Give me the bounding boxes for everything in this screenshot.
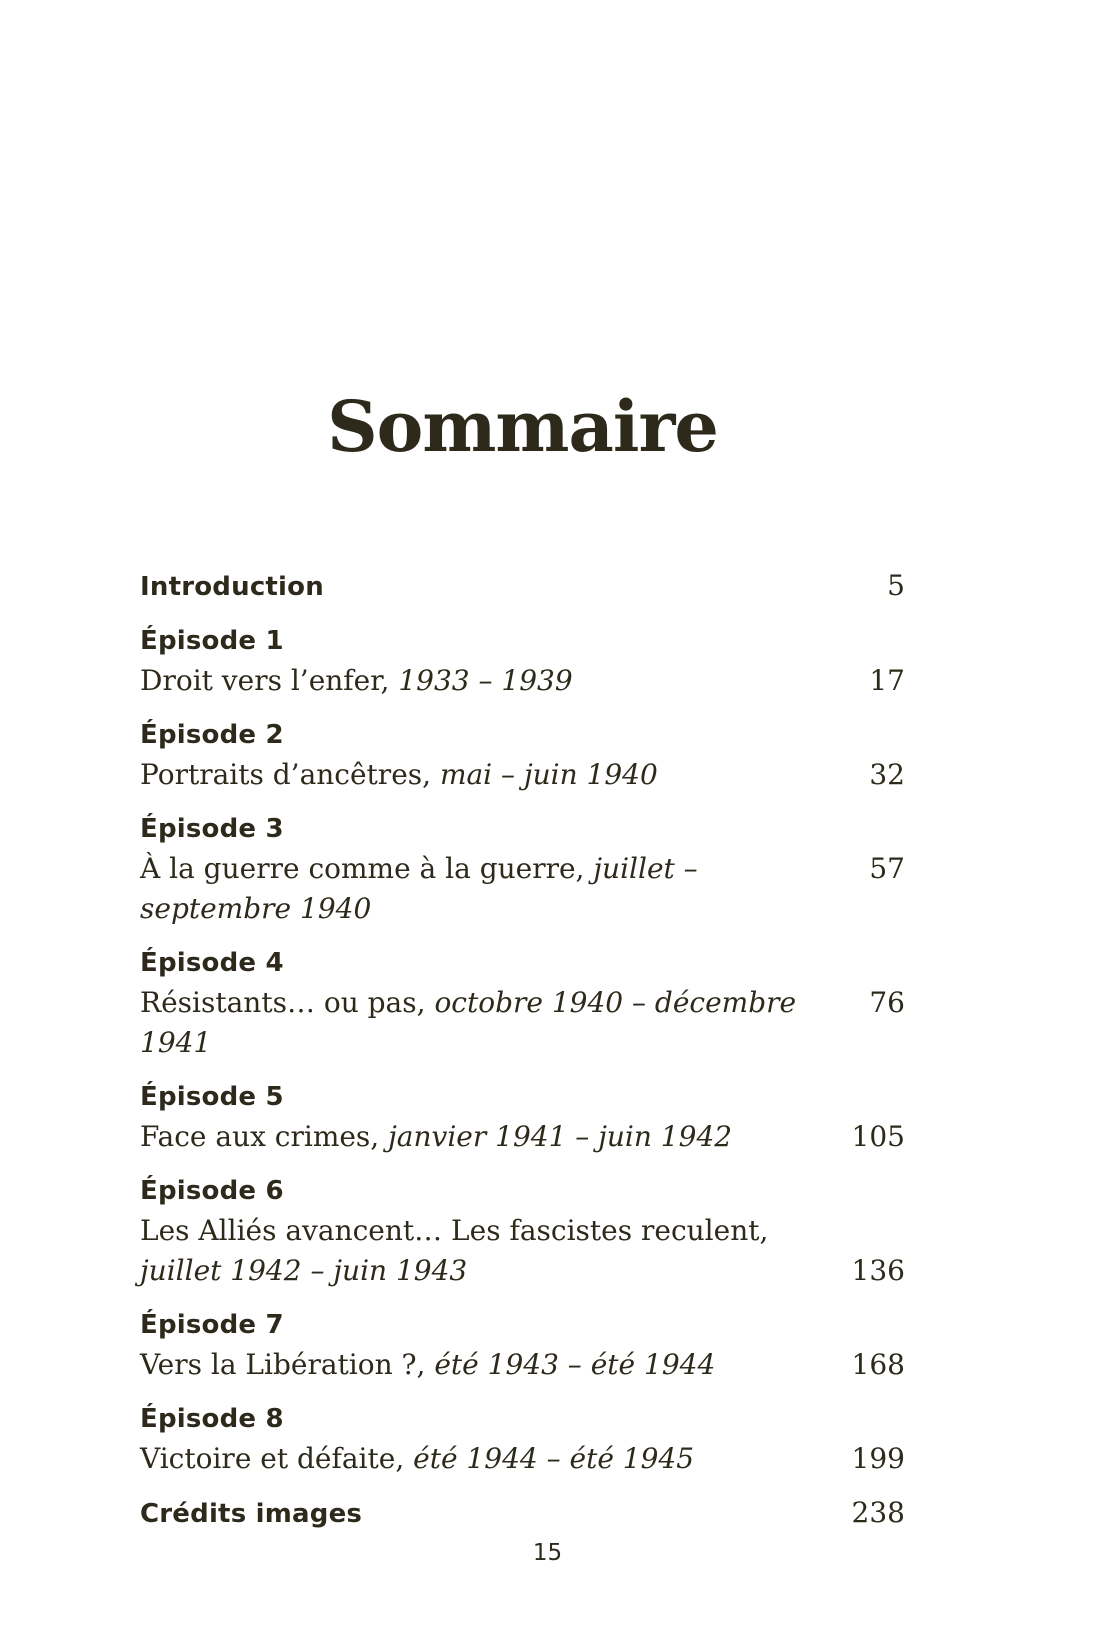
toc-entry-subtitle [140, 1117, 756, 1157]
toc-entry-date-range: juillet 1942 – juin 1943 [140, 1254, 468, 1287]
toc-entry-subtitle-row [140, 1211, 905, 1251]
toc-entry [140, 566, 905, 607]
toc-entry [140, 715, 905, 795]
toc-entry-page-number: 17 [869, 664, 905, 697]
toc-entry-page-number: 105 [851, 1120, 905, 1153]
toc-entry-subtitle-row [140, 661, 905, 701]
toc-entry-subtitle-row [140, 1117, 905, 1157]
toc-entry-date-range: juillet – septembre 1940 [140, 852, 698, 925]
toc-entry-heading: Épisode 8 [140, 1404, 284, 1434]
footer-page-number: 15 [532, 1540, 563, 1566]
toc-entry-date-range: été 1944 – été 1945 [413, 1442, 695, 1475]
toc-entry-subtitle-row [140, 983, 905, 1063]
toc-entry-heading-row [140, 1493, 905, 1534]
toc-entry-heading-row [140, 621, 905, 661]
toc-entry-subtitle-text: Portraits d’ancêtres, [140, 758, 440, 791]
toc-entry-heading: Épisode 2 [140, 720, 284, 750]
toc-entry-page-number: 238 [851, 1496, 905, 1529]
toc-entry-subtitle-text: Face aux crimes, [140, 1120, 389, 1153]
toc-entry-subtitle-text: À la guerre comme à la guerre, [140, 852, 594, 885]
toc-entry-heading: Épisode 7 [140, 1310, 284, 1340]
toc-entry-heading: Épisode 6 [140, 1176, 284, 1206]
toc-entry-heading-row [140, 943, 905, 983]
toc-entry-heading-row [140, 1077, 905, 1117]
toc-entry-subtitle-row [140, 1345, 905, 1385]
toc-entry-page-number: 136 [851, 1254, 905, 1287]
toc-entry-page-number: 76 [869, 986, 905, 1019]
toc-entry [140, 1399, 905, 1479]
toc-entry-heading: Épisode 1 [140, 626, 284, 656]
toc-entry-heading: Introduction [140, 572, 324, 602]
toc-entry-heading: Épisode 4 [140, 948, 284, 978]
toc-entry-heading-row [140, 566, 905, 607]
toc-entry-subtitle-text: Victoire et défaite, [140, 1442, 414, 1475]
toc-entry-heading-row [140, 1399, 905, 1439]
toc-entry-date-range: mai – juin 1940 [439, 758, 658, 791]
toc-entry-heading-row [140, 1305, 905, 1345]
toc-entry-subtitle [140, 1251, 491, 1291]
toc-entry-subtitle-row [140, 755, 905, 795]
toc-entry-page-number: 199 [851, 1442, 905, 1475]
toc-entry-subtitle [140, 755, 682, 795]
toc-entry-heading-row [140, 1171, 905, 1211]
toc-entry [140, 809, 905, 929]
toc-entry-subtitle-row [140, 1251, 905, 1291]
toc-entry [140, 621, 905, 701]
toc-entry-heading: Crédits images [140, 1499, 363, 1529]
toc-entry [140, 1077, 905, 1157]
toc-entry-date-range: été 1943 – été 1944 [434, 1348, 716, 1381]
toc-entry-subtitle [140, 1211, 792, 1251]
toc-entry-subtitle-text: Vers la Libération ?, [140, 1348, 435, 1381]
page-title: Sommaire [327, 385, 718, 468]
toc-entry-page-number: 5 [887, 569, 905, 602]
toc-entry-heading: Épisode 3 [140, 814, 284, 844]
toc-entry-page-number: 57 [869, 852, 905, 885]
toc-entry [140, 1305, 905, 1385]
toc-entry-subtitle-row [140, 1439, 905, 1479]
toc-entry-date-range: janvier 1941 – juin 1942 [388, 1120, 733, 1153]
toc-entry-date-range: 1933 – 1939 [398, 664, 573, 697]
toc-entry [140, 1493, 905, 1534]
toc-entry-heading: Épisode 5 [140, 1082, 284, 1112]
toc-entry-subtitle [140, 983, 869, 1063]
toc-entry-subtitle-row [140, 849, 905, 929]
toc-entry-subtitle-text: Droit vers l’enfer, [140, 664, 399, 697]
toc-entry-heading-row [140, 715, 905, 755]
toc-entry-subtitle [140, 661, 597, 701]
toc-entry-page-number: 168 [851, 1348, 905, 1381]
toc-entry-date-range: octobre 1940 – décembre 1941 [140, 986, 797, 1059]
table-of-contents [140, 566, 905, 1534]
toc-entry-subtitle-text: Résistants… ou pas, [140, 986, 435, 1019]
toc-entry-page-number: 32 [869, 758, 905, 791]
toc-entry-subtitle [140, 1345, 739, 1385]
toc-entry-heading-row [140, 809, 905, 849]
toc-entry [140, 943, 905, 1063]
toc-entry-subtitle-text: Les Alliés avancent… Les fascistes reculent, [140, 1214, 769, 1247]
toc-entry-subtitle [140, 849, 869, 929]
toc-entry [140, 1171, 905, 1291]
toc-entry-subtitle [140, 1439, 718, 1479]
